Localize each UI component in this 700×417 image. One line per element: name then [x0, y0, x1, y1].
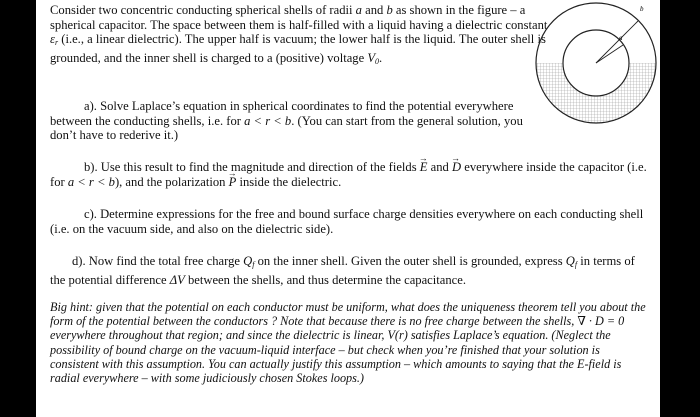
divergence-d: ∇ · D = 0	[577, 314, 625, 329]
symbol-a: a	[355, 3, 362, 17]
part-b-text-5: inside the dielectric.	[239, 174, 342, 189]
symbol-v: V	[367, 50, 376, 65]
symbol-v-of-r: V(r)	[387, 328, 408, 343]
intro-text-4: (i.e., a linear dielectric). The upper half is vacuum; the lower half is the liquid. The outer shell is grounded, and the inner shell is charged to a (positive) voltage	[50, 32, 546, 65]
vector-p: → P	[229, 175, 237, 190]
part-b-text-2: and	[430, 160, 449, 174]
intro-paragraph	[50, 3, 550, 69]
subscript-r: r	[54, 38, 59, 48]
intro-text-3: as shown in the figure – a spherical capacitor. The space between them is half-filled with a liquid having a dielectric constant	[50, 3, 548, 32]
intro-text-5: .	[379, 50, 383, 65]
label-a: a	[619, 34, 623, 42]
part-d-paragraph	[50, 254, 650, 287]
part-a-range: a < r < b	[244, 113, 292, 128]
part-b-paragraph	[50, 160, 650, 189]
part-a-paragraph	[50, 99, 540, 143]
part-b-text-3: everywhere inside the capacitor (i.e. for	[50, 160, 647, 189]
capacitor-figure	[534, 0, 660, 130]
symbol-epsilon: ε	[50, 32, 55, 47]
part-c-text: c). Determine expressions for the free and bound surface charge densities everywhere on each conducting shell (i.e. on the vacuum side, and also on the dielectric side).	[50, 207, 644, 236]
label-b: b	[640, 5, 644, 13]
vector-e: → E	[420, 160, 428, 175]
part-d-text-3: in terms of the potential difference	[50, 254, 635, 287]
part-b-text-1: b). Use this result to find the magnitude and direction of the fields	[84, 160, 417, 174]
part-b-text-4: ), and the polarization	[114, 174, 226, 189]
intro-text-1: Consider two concentric conducting spherical shells of radii	[50, 3, 353, 17]
symbol-b: b	[386, 3, 393, 17]
subscript-f: f	[574, 260, 578, 269]
part-b-range: a < r < b	[67, 174, 115, 189]
subscript-0: 0	[375, 56, 380, 66]
part-a-text-2: . (You can start from the general solution, you don’t have to rederive it.)	[50, 113, 523, 143]
hint-text-2: everywhere throughout that region; and since the dielectric is linear,	[50, 328, 385, 343]
part-a-text-1: a). Solve Laplace’s equation in spherical coordinates to find the potential everywhere between the conducting shells, i.e. for	[50, 99, 514, 128]
intro-text-2: and	[365, 3, 384, 17]
symbol-delta-v: ΔV	[169, 272, 185, 287]
symbol-q: Q	[565, 254, 575, 268]
hint-text-1: Big hint: given that the potential on each conductor must be uniform, what does the uniqueness theorem tell you about the form of the potential between the conductors ? Note that because there is no free charge between the shells,	[50, 300, 646, 329]
document-page	[36, 0, 660, 417]
part-d-text-1: d). Now find the total free charge	[72, 254, 240, 268]
symbol-q: Q	[243, 254, 253, 268]
part-d-text-4: between the shells, and thus determine the capacitance.	[187, 272, 466, 287]
hint-paragraph	[50, 300, 650, 385]
part-d-text-2: on the inner shell. Given the outer shell is grounded, express	[257, 254, 563, 268]
vector-d: → D	[452, 160, 461, 175]
subscript-f: f	[252, 260, 255, 269]
part-c-paragraph	[50, 207, 650, 236]
hint-text-3: satisfies Laplace’s equation. (Neglect the possibility of bound charge on the vacuum-liquid interface – but check when you’re finished that your solution is consistent with this assumption. You can actually justify this assumption – which amounts to saying that the E-field is radial everywhere – with some judiciously chosen Stokes loops.)	[50, 328, 622, 386]
